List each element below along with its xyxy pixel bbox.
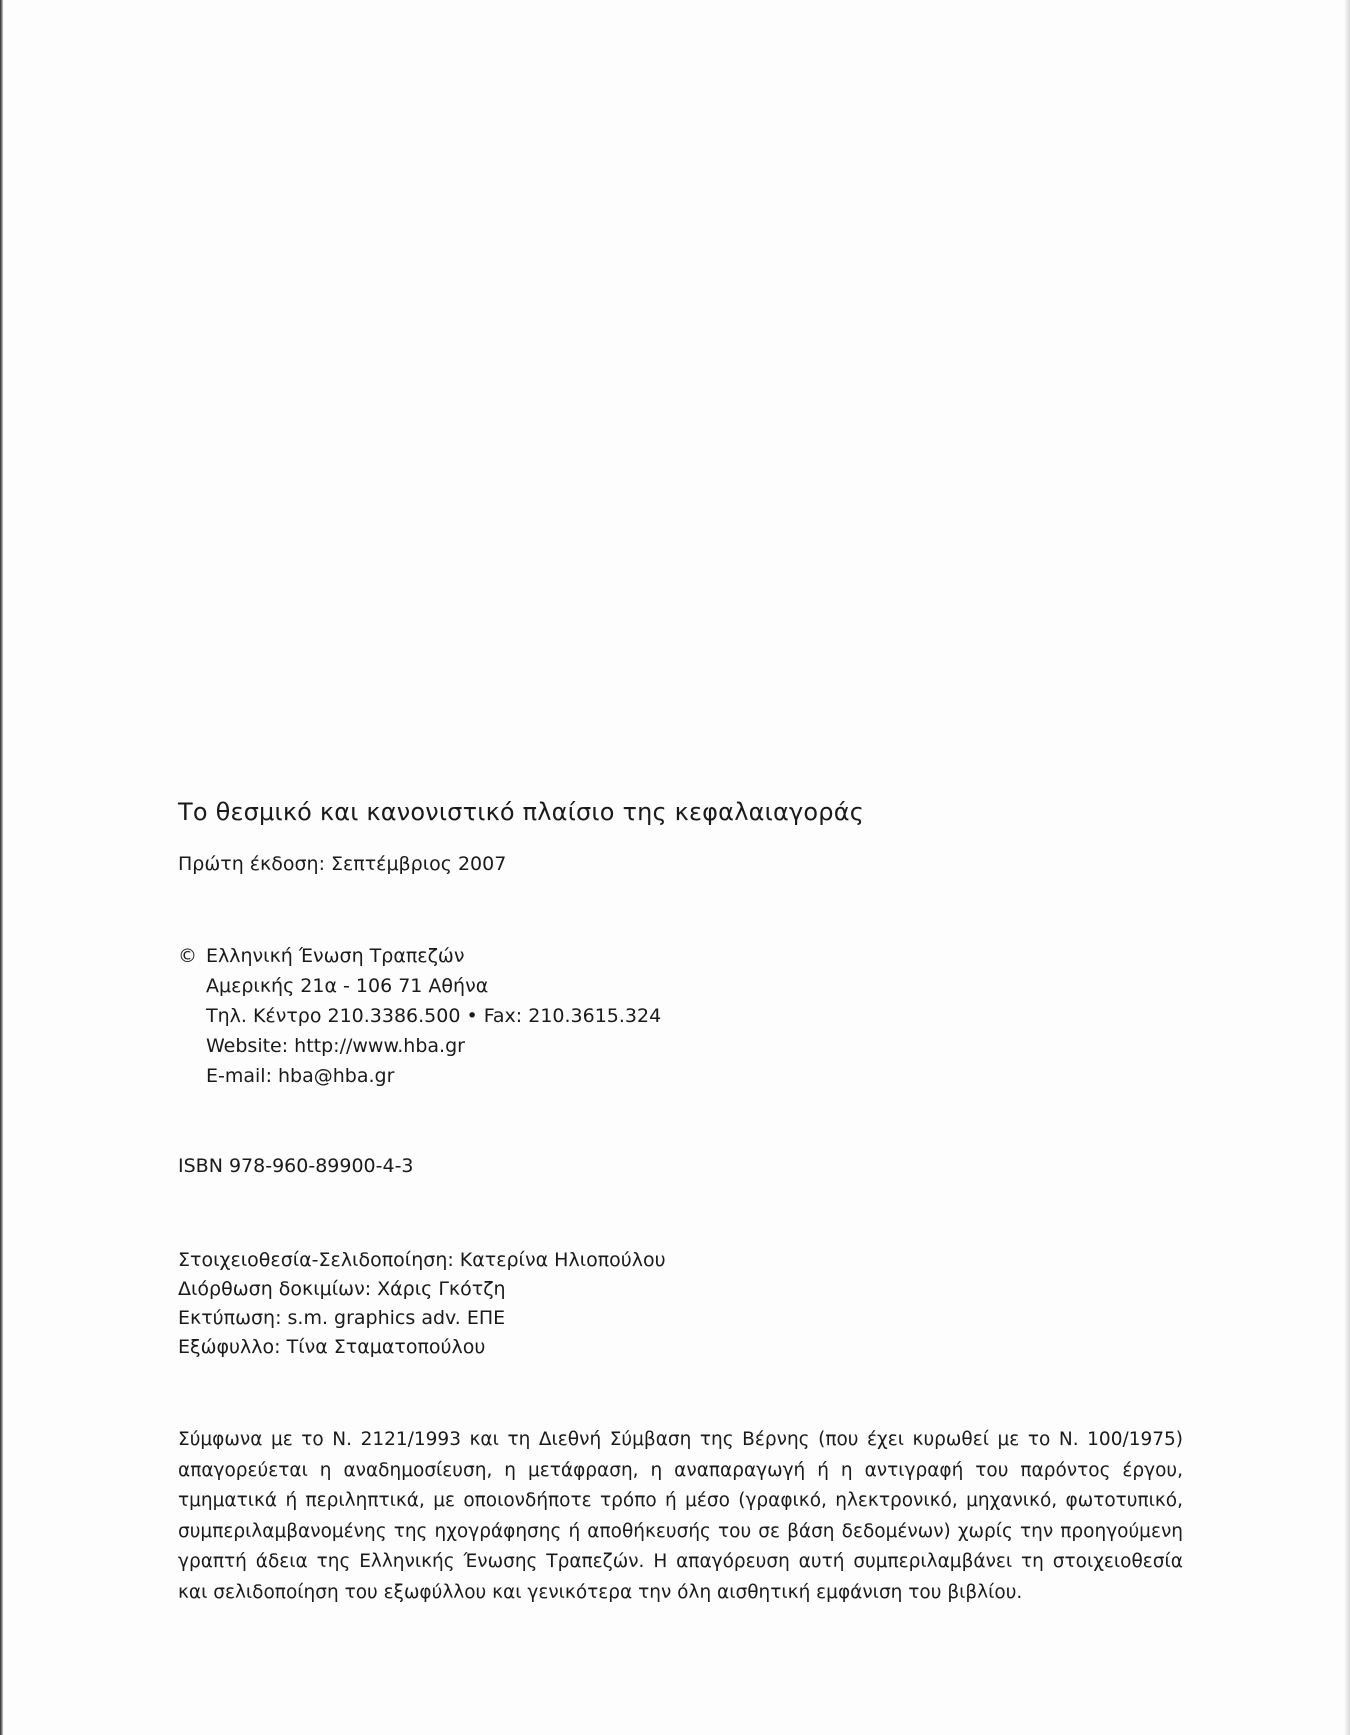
page-scan-edge-left <box>0 0 3 1735</box>
publisher-address: Αμερικής 21α - 106 71 Αθήνα <box>206 975 489 997</box>
legal-notice: Σύμφωνα με το Ν. 2121/1993 και τη Διεθνή Σύμβαση της Βέρνης (που έχει κυρωθεί με το Ν. 100/1975) απαγορεύεται η αναδημοσίευση, η μετάφραση, η αναπαραγωγή ή η αντιγραφή του παρόντος έργου, τμηματικά ή περιληπτικά, με οποιονδήποτε τρόπο ή μέσο (γραφικό, ηλεκτρονικό, μηχανικό, φωτοτυπικό, συμπεριλαμβανομένης της ηχογράφησης ή αποθήκευσής του σε βάση δεδομένων) χωρίς την προηγούμενη γραπτή άδεια της Ελληνικής Ένωσης Τραπεζών. Η απαγόρευση αυτή συμπεριλαμβάνει τη στοιχειοθεσία και σελιδοποίηση του εξωφύλλου και γενικότερα την όλη αισθητική εμφάνιση του βιβλίου. <box>178 1429 1183 1603</box>
copyright-block <box>178 941 661 1091</box>
book-title: Το θεσμικό και κανονιστικό πλαίσιο της κεφαλαιαγοράς <box>178 798 864 826</box>
page-scan-edge-right <box>1344 0 1350 1735</box>
credit-typesetting: Στοιχειοθεσία-Σελιδοποίηση: Κατερίνα Ηλιοπούλου <box>178 1249 666 1271</box>
isbn-number: ISBN 978-960-89900-4-3 <box>178 1155 414 1177</box>
edition-info: Πρώτη έκδοση: Σεπτέμβριος 2007 <box>178 853 507 875</box>
publisher-website: Website: http://www.hba.gr <box>206 1035 465 1057</box>
credit-cover: Εξώφυλλο: Τίνα Σταματοπούλου <box>178 1336 486 1358</box>
production-credits <box>178 1246 666 1362</box>
copyright-holder <box>178 941 661 971</box>
publisher-phone-fax: Τηλ. Κέντρο 210.3386.500 • Fax: 210.3615.324 <box>206 1005 662 1027</box>
publisher-name: Ελληνική Ένωση Τραπεζών <box>206 945 465 967</box>
credit-printing: Εκτύπωση: s.m. graphics adv. ΕΠΕ <box>178 1307 506 1329</box>
publisher-email: E-mail: hba@hba.gr <box>206 1065 395 1087</box>
credit-proofreading: Διόρθωση δοκιμίων: Χάρις Γκότζη <box>178 1278 506 1300</box>
copyright-symbol: © <box>178 945 197 967</box>
